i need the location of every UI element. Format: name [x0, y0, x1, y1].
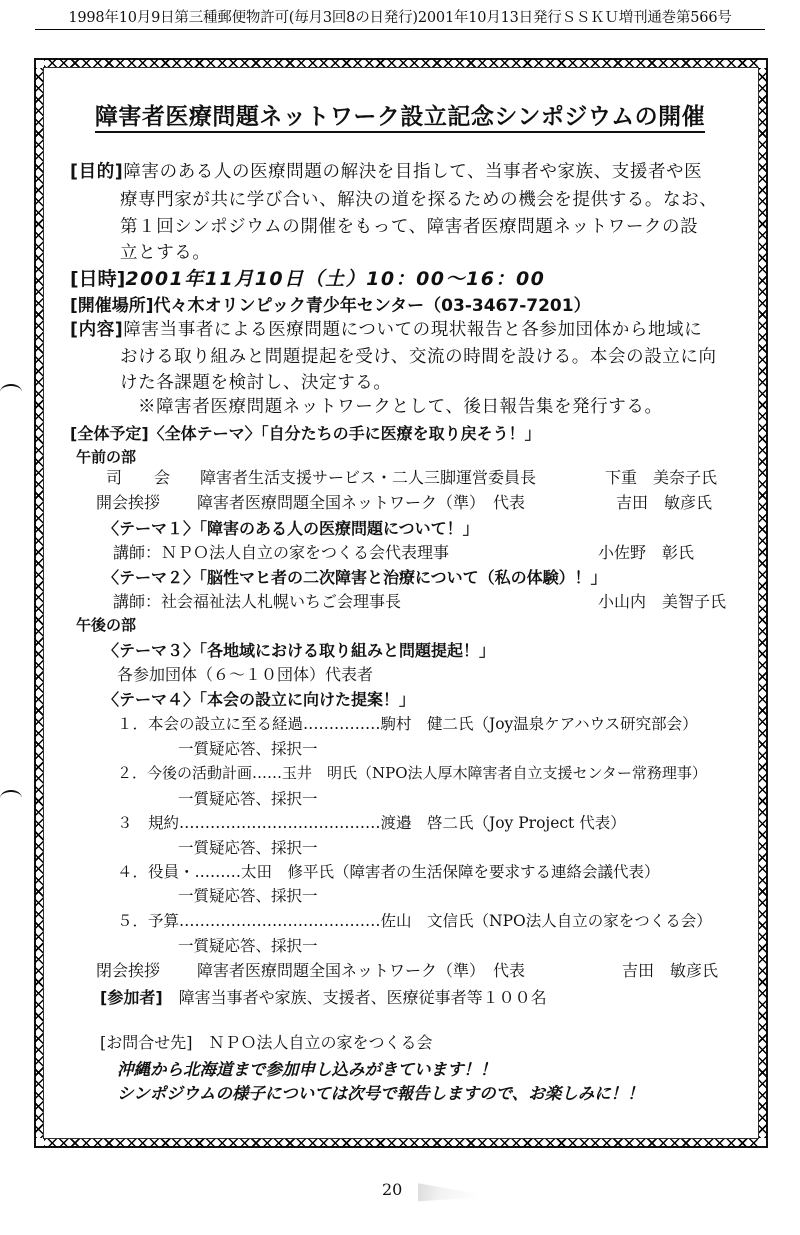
lecturer-2-org: 講師：社会福祉法人札幌いちご会理事長	[113, 592, 402, 611]
closing-name: 吉田 敏彦氏	[622, 961, 719, 980]
qa-line-3: 一質疑応答、採択一	[178, 839, 318, 857]
contact-line: [お問合せ先] ＮＰＯ法人自立の家をつくる会	[100, 1033, 433, 1052]
theme-1: 〈テーマ１〉「障害のある人の医療問題について！」	[103, 519, 479, 538]
border-pattern-top	[44, 59, 758, 67]
morning-heading: 午前の部	[76, 448, 137, 466]
purpose-line-4: 立とする。	[120, 243, 211, 263]
content-label: [内容]	[70, 320, 124, 340]
content-line-2: おける取り組みと問題提起を受け、交流の時間を設ける。本会の設立に向	[120, 347, 717, 367]
afternoon-heading: 午後の部	[76, 616, 137, 634]
qa-line-5: 一質疑応答、採択一	[178, 937, 318, 955]
mc-role: 司 会	[106, 468, 171, 487]
border-pattern-bottom	[44, 1139, 758, 1147]
scan-smudge	[418, 1178, 478, 1204]
theme-2: 〈テーマ２〉「脳性マヒ者の二次障害と治療について（私の体験）！」	[103, 568, 607, 587]
content-line-1: [内容]障害当事者による医療問題についての現状報告と各参加団体から地域に	[70, 320, 703, 340]
agenda-item-1: １．本会の設立に至る経過……………駒村 健二氏（Joy温泉ケアハウス研究部会）	[117, 715, 698, 733]
closing-note-2: シンポジウムの様子については次号で報告しますので、お楽しみに！！	[117, 1084, 644, 1103]
agenda-item-3: ３ 規約…………………………………渡邉 啓二氏（Joy Project 代表）	[117, 814, 626, 832]
content-note: ※障害者医療問題ネットワークとして、後日報告集を発行する。	[138, 397, 663, 417]
closing-note-1: 沖縄から北海道まで参加申し込みがきています！！	[117, 1060, 497, 1079]
binding-mark-2	[0, 790, 22, 806]
closing-role: 閉会挨拶	[96, 961, 161, 980]
opening-org: 障害者医療問題全国ネットワーク（準） 代表	[197, 493, 526, 512]
border-pattern-right	[759, 68, 767, 1138]
opening-role: 開会挨拶	[96, 493, 161, 512]
agenda-item-5: ５．予算…………………………………佐山 文信氏（NPO法人自立の家をつくる会）	[117, 912, 712, 930]
page-number: 20	[382, 1180, 403, 1199]
theme-4: 〈テーマ４〉「本会の設立に向けた提案！」	[103, 690, 416, 709]
date-line: [日時]2001年11月10日（土）10：00〜16：00	[70, 268, 546, 290]
lecturer-2-name: 小山内 美智子氏	[598, 592, 727, 611]
purpose-line-2: 療専門家が共に学び合い、解決の道を探るための機会を提供する。なお、	[120, 190, 718, 210]
lecturer-1-name: 小佐野 彰氏	[598, 543, 695, 562]
purpose-line-1: [目的]障害のある人の医療問題の解決を目指して、当事者や家族、支援者や医	[70, 162, 703, 182]
lecturer-1-org: 講師：ＮＰＯ法人自立の家をつくる会代表理事	[113, 543, 450, 562]
mc-org: 障害者生活支援サービス・二人三脚運営委員長	[200, 468, 537, 487]
content-line-3: けた各課題を検討し、決定する。	[120, 373, 392, 393]
purpose-label: [目的]	[70, 162, 124, 182]
schedule-heading: [全体予定]〈全体テーマ〉「自分たちの手に医療を取り戻そう！」	[70, 424, 541, 443]
qa-line-2: 一質疑応答、採択一	[178, 790, 318, 808]
opening-name: 吉田 敏彦氏	[616, 493, 713, 512]
qa-line-4: 一質疑応答、採択一	[178, 887, 318, 905]
purpose-line-3: 第１回シンポジウムの開催をもって、障害者医療問題ネットワークの設	[120, 217, 699, 237]
closing-org: 障害者医療問題全国ネットワーク（準） 代表	[197, 961, 526, 980]
page-title: 障害者医療問題ネットワーク設立記念シンポジウムの開催	[0, 98, 800, 131]
agenda-item-2: ２．今後の活動計画……玉井 明氏（NPO法人厚木障害者自立支援センター常務理事）	[117, 764, 707, 782]
qa-line-1: 一質疑応答、採択一	[178, 740, 318, 758]
theme-3-sub: 各参加団体（６〜１０団体）代表者	[117, 665, 374, 684]
theme-3: 〈テーマ３〉「各地域における取り組みと問題提起！」	[103, 641, 496, 660]
participants-line: [参加者] 障害当事者や家族、支援者、医療従事者等１００名	[100, 988, 547, 1007]
border-pattern-left	[35, 68, 43, 1138]
venue-line: [開催場所]代々木オリンピック青少年センター（03-3467-7201）	[70, 296, 591, 316]
agenda-item-4: ４．役員・………太田 修平氏（障害者の生活保障を要求する連絡会議代表）	[117, 863, 660, 881]
mc-name: 下重 美奈子氏	[605, 468, 718, 487]
publication-header: 1998年10月9日第三種郵便物許可(毎月3回8の日発行)2001年10月13日発行ＳＳＫＵ増刊通巻第566号	[35, 6, 765, 30]
binding-mark-1	[0, 384, 22, 400]
